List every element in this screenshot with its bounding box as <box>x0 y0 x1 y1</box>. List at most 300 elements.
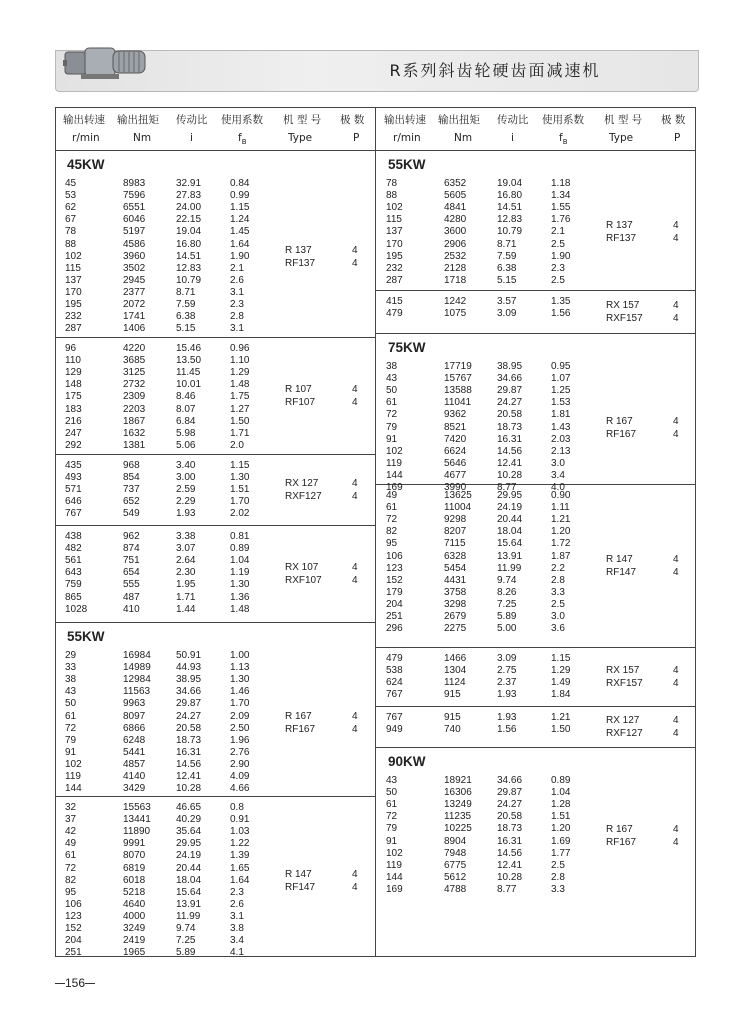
ratio-cell: 2.75 <box>497 665 517 677</box>
ratio-cell: 15.64 <box>176 886 202 898</box>
speed-cell: 78 <box>386 178 398 189</box>
ratio-cell: 5.15 <box>497 274 517 286</box>
speed-cell: 82 <box>65 874 77 886</box>
ratio-cell: 10.01 <box>176 379 202 391</box>
factor-cell: 1.29 <box>551 665 571 677</box>
table-row <box>376 787 696 799</box>
ratio-cell: 14.56 <box>497 847 523 859</box>
torque-cell: 2377 <box>123 286 146 298</box>
torque-cell: 4220 <box>123 343 146 354</box>
torque-cell: 16984 <box>123 650 151 661</box>
table-row <box>55 460 375 472</box>
torque-cell: 4431 <box>444 574 467 586</box>
factor-cell: 4.66 <box>230 783 250 795</box>
ratio-cell: 12.83 <box>176 262 202 274</box>
ratio-cell: 9.74 <box>176 923 196 934</box>
factor-cell: 1.53 <box>551 397 571 409</box>
torque-cell: 9298 <box>444 514 467 526</box>
torque-cell: 1124 <box>444 677 466 689</box>
torque-cell: 2072 <box>123 299 146 310</box>
table-row <box>55 662 375 674</box>
speed-cell: 767 <box>65 508 82 520</box>
speed-cell: 144 <box>386 871 403 883</box>
ratio-cell: 16.80 <box>497 190 523 202</box>
table-row <box>55 239 375 251</box>
pole-count: 4 <box>673 313 679 324</box>
table-row <box>55 674 375 686</box>
factor-cell: 1.18 <box>551 178 571 189</box>
torque-cell: 751 <box>123 555 140 567</box>
gear-motor-icon <box>63 42 153 82</box>
header-type-unit: Type <box>609 132 634 144</box>
power-block <box>376 648 696 707</box>
model-type: RXF107 <box>285 575 322 586</box>
torque-cell: 2679 <box>444 611 467 622</box>
model-type: RF147 <box>285 882 316 894</box>
header-factor-cn: 使用系数 <box>221 114 263 126</box>
factor-cell: 1.29 <box>230 367 250 379</box>
pole-count: 4 <box>673 220 679 232</box>
speed-cell: 538 <box>386 665 403 677</box>
speed-cell: 438 <box>65 531 82 542</box>
ratio-cell: 1.71 <box>176 591 196 603</box>
table-row <box>376 712 696 724</box>
ratio-cell: 2.37 <box>497 677 517 689</box>
torque-cell: 2128 <box>444 262 467 274</box>
factor-cell: 2.6 <box>230 274 244 286</box>
factor-cell: 1.50 <box>551 724 571 736</box>
header-pole-cn: 极 数 <box>340 114 365 126</box>
ratio-cell: 38.95 <box>497 361 523 372</box>
speed-cell: 61 <box>65 710 77 722</box>
table-row <box>55 275 375 287</box>
speed-cell: 479 <box>386 653 403 664</box>
speed-cell: 137 <box>65 274 82 286</box>
speed-cell: 42 <box>65 826 77 838</box>
torque-cell: 1466 <box>444 653 467 664</box>
torque-cell: 652 <box>123 496 140 508</box>
torque-cell: 8097 <box>123 710 146 722</box>
factor-cell: 1.48 <box>230 603 250 615</box>
factor-cell: 1.03 <box>230 826 250 838</box>
torque-cell: 7115 <box>444 538 466 550</box>
model-type: RF167 <box>606 836 637 848</box>
table-row <box>376 239 696 251</box>
speed-cell: 287 <box>65 323 82 335</box>
torque-cell: 14989 <box>123 662 151 674</box>
torque-cell: 874 <box>123 543 140 555</box>
table-row <box>376 653 696 665</box>
torque-cell: 15563 <box>123 802 151 813</box>
speed-cell: 137 <box>386 226 403 238</box>
ratio-cell: 38.95 <box>176 674 202 686</box>
factor-cell: 1.51 <box>551 811 571 823</box>
power-block <box>55 151 375 338</box>
ratio-cell: 24.27 <box>497 799 523 811</box>
header-factor-cn: 使用系数 <box>542 114 584 126</box>
torque-cell: 1075 <box>444 308 467 320</box>
ratio-cell: 2.29 <box>176 496 196 508</box>
speed-cell: 865 <box>65 591 82 603</box>
power-block <box>376 707 696 748</box>
model-type: R 137 <box>285 244 312 256</box>
table-row <box>55 875 375 887</box>
table-row <box>55 826 375 838</box>
factor-cell: 1.96 <box>230 734 250 746</box>
header-speed-cn: 输出转速 <box>384 114 426 126</box>
header-ratio-unit: i <box>511 132 514 144</box>
torque-cell: 410 <box>123 603 140 615</box>
ratio-cell: 20.58 <box>176 722 202 734</box>
speed-cell: 102 <box>386 847 403 859</box>
torque-cell: 13625 <box>444 490 472 501</box>
table-row <box>55 650 375 662</box>
ratio-cell: 22.15 <box>176 214 202 226</box>
speed-cell: 195 <box>65 299 82 310</box>
table-row <box>376 775 696 787</box>
table-row <box>376 665 696 677</box>
torque-cell: 3125 <box>123 367 146 379</box>
factor-cell: 1.50 <box>230 415 250 427</box>
torque-cell: 6866 <box>123 722 146 734</box>
table-row <box>376 799 696 811</box>
factor-cell: 2.1 <box>230 262 244 274</box>
torque-cell: 6248 <box>123 734 146 746</box>
speed-cell: 61 <box>386 502 398 514</box>
factor-cell: 2.2 <box>551 562 565 574</box>
pole-count: 4 <box>352 882 358 894</box>
model-type: RX 127 <box>606 715 640 726</box>
speed-cell: 123 <box>65 910 82 922</box>
factor-cell: 1.21 <box>551 514 571 526</box>
ratio-cell: 29.95 <box>176 838 202 850</box>
factor-cell: 3.4 <box>230 935 244 947</box>
power-block <box>376 485 696 648</box>
torque-cell: 2309 <box>123 391 146 403</box>
table-row <box>55 686 375 698</box>
torque-cell: 737 <box>123 484 140 496</box>
ratio-cell: 3.00 <box>176 472 196 484</box>
ratio-cell: 18.73 <box>497 823 523 835</box>
torque-cell: 1867 <box>123 415 146 427</box>
factor-cell: 2.76 <box>230 746 250 758</box>
table-row <box>55 343 375 355</box>
ratio-cell: 3.40 <box>176 460 196 471</box>
factor-cell: 1.15 <box>230 460 250 471</box>
header-pole-unit: P <box>353 132 360 144</box>
ratio-cell: 14.51 <box>176 250 202 262</box>
model-type: RF167 <box>606 428 637 440</box>
torque-cell: 5197 <box>123 226 146 238</box>
ratio-cell: 16.31 <box>497 433 523 445</box>
model-type: R 147 <box>606 554 633 565</box>
pole-count: 4 <box>352 710 358 722</box>
torque-cell: 5441 <box>123 746 146 758</box>
ratio-cell: 8.77 <box>497 482 517 493</box>
pole-count: 4 <box>352 562 358 573</box>
torque-cell: 17719 <box>444 361 472 372</box>
torque-cell: 11041 <box>444 397 472 409</box>
power-block <box>55 455 375 526</box>
factor-cell: 1.07 <box>551 373 571 385</box>
table-row <box>55 496 375 508</box>
speed-cell: 49 <box>65 838 77 850</box>
header-torque-unit: Nm <box>454 132 473 144</box>
ratio-cell: 2.30 <box>176 567 196 579</box>
factor-cell: 1.25 <box>551 385 571 397</box>
torque-cell: 3502 <box>123 262 146 274</box>
table-row <box>55 226 375 238</box>
factor-cell: 0.89 <box>551 775 571 786</box>
table-row <box>376 385 696 397</box>
ratio-cell: 1.93 <box>497 689 517 701</box>
table-row <box>55 355 375 367</box>
speed-cell: 106 <box>65 898 82 910</box>
speed-cell: 67 <box>65 214 77 226</box>
speed-cell: 72 <box>65 722 77 734</box>
factor-cell: 1.30 <box>230 472 250 484</box>
right-table <box>376 107 696 902</box>
factor-cell: 3.8 <box>230 923 244 934</box>
ratio-cell: 7.59 <box>176 299 196 310</box>
speed-cell: 32 <box>65 802 77 813</box>
table-row <box>55 391 375 403</box>
table-row <box>55 850 375 862</box>
torque-cell: 2532 <box>444 250 467 262</box>
power-rating: 90KW <box>388 754 426 769</box>
factor-cell: 1.48 <box>230 379 250 391</box>
speed-cell: 78 <box>65 226 77 238</box>
model-type: RX 107 <box>285 562 319 573</box>
power-rating: 45KW <box>67 157 105 172</box>
speed-cell: 88 <box>386 190 398 202</box>
speed-cell: 119 <box>65 771 81 782</box>
factor-cell: 4.1 <box>230 947 244 959</box>
factor-cell: 3.1 <box>230 910 244 922</box>
ratio-cell: 12.41 <box>497 457 523 469</box>
factor-cell: 2.5 <box>551 859 565 871</box>
speed-cell: 129 <box>65 367 82 379</box>
ratio-cell: 12.83 <box>497 214 523 226</box>
power-rating: 55KW <box>67 629 105 644</box>
table-row <box>55 263 375 275</box>
speed-cell: 79 <box>386 421 398 433</box>
ratio-cell: 13.50 <box>176 355 202 367</box>
torque-cell: 1381 <box>123 439 146 451</box>
table-row <box>376 587 696 599</box>
speed-cell: 119 <box>386 859 402 871</box>
speed-cell: 96 <box>65 343 77 354</box>
factor-cell: 1.76 <box>551 214 571 226</box>
torque-cell: 4280 <box>444 214 467 226</box>
model-type: RF147 <box>606 567 637 578</box>
speed-cell: 204 <box>386 598 403 610</box>
speed-cell: 91 <box>386 433 398 445</box>
ratio-cell: 11.99 <box>497 562 522 574</box>
torque-cell: 3758 <box>444 586 467 598</box>
factor-cell: 0.96 <box>230 343 250 354</box>
table-row <box>55 747 375 759</box>
table-row <box>55 735 375 747</box>
factor-cell: 2.6 <box>230 898 244 910</box>
torque-cell: 4788 <box>444 883 467 895</box>
table-row <box>376 724 696 736</box>
factor-cell: 1.87 <box>551 550 571 562</box>
torque-cell: 9362 <box>444 409 467 421</box>
speed-cell: 571 <box>65 484 82 496</box>
table-row <box>55 899 375 911</box>
ratio-cell: 12.41 <box>176 771 202 782</box>
torque-cell: 915 <box>444 689 461 701</box>
factor-cell: 1.90 <box>230 250 250 262</box>
ratio-cell: 7.25 <box>176 935 196 947</box>
header-torque-cn: 输出扭矩 <box>117 114 159 126</box>
table-row <box>376 563 696 575</box>
torque-cell: 2203 <box>123 403 146 415</box>
factor-cell: 1.30 <box>230 579 250 591</box>
page-banner <box>55 42 697 94</box>
header-ratio-cn: 传动比 <box>176 114 208 126</box>
factor-cell: 1.15 <box>230 202 250 214</box>
speed-cell: 115 <box>386 214 402 226</box>
table-row <box>376 526 696 538</box>
speed-cell: 144 <box>65 783 82 795</box>
power-block <box>376 151 696 291</box>
speed-cell: 561 <box>65 555 82 567</box>
speed-cell: 148 <box>65 379 82 391</box>
ratio-cell: 14.51 <box>497 202 523 214</box>
pole-count: 4 <box>673 823 679 835</box>
torque-cell: 3298 <box>444 598 467 610</box>
table-row <box>376 502 696 514</box>
table-row <box>55 416 375 428</box>
factor-cell: 3.0 <box>551 611 565 622</box>
torque-cell: 3960 <box>123 250 146 262</box>
torque-cell: 12984 <box>123 674 151 686</box>
speed-cell: 79 <box>65 734 77 746</box>
speed-cell: 38 <box>386 361 398 372</box>
speed-cell: 493 <box>65 472 82 484</box>
power-block <box>55 526 375 623</box>
speed-cell: 183 <box>65 403 82 415</box>
factor-cell: 1.45 <box>230 226 250 238</box>
speed-cell: 37 <box>65 814 77 826</box>
speed-cell: 53 <box>65 190 77 202</box>
speed-cell: 95 <box>65 886 77 898</box>
ratio-cell: 18.04 <box>497 526 523 538</box>
factor-cell: 3.1 <box>230 323 244 335</box>
table-row <box>376 470 696 482</box>
factor-cell: 3.0 <box>551 457 565 469</box>
ratio-cell: 29.87 <box>497 787 523 799</box>
factor-cell: 1.35 <box>551 296 571 307</box>
factor-cell: 1.11 <box>551 502 570 514</box>
table-row <box>376 623 696 635</box>
power-block <box>55 797 375 965</box>
speed-cell: 251 <box>65 947 82 959</box>
header-speed-unit: r/min <box>72 132 100 144</box>
table-row <box>55 711 375 723</box>
speed-cell: 767 <box>386 712 403 723</box>
ratio-cell: 1.93 <box>497 712 517 723</box>
speed-cell: 179 <box>386 586 403 598</box>
power-block <box>376 291 696 334</box>
table-row <box>55 887 375 899</box>
table-row <box>376 226 696 238</box>
page-number-text: 156 <box>65 976 86 990</box>
speed-cell: 624 <box>386 677 403 689</box>
ratio-cell: 15.64 <box>497 538 523 550</box>
speed-cell: 72 <box>65 862 77 874</box>
torque-cell: 5454 <box>444 562 467 574</box>
torque-cell: 4000 <box>123 910 146 922</box>
table-row <box>55 379 375 391</box>
factor-cell: 2.0 <box>230 439 244 451</box>
header-speed-unit: r/min <box>393 132 421 144</box>
table-row <box>55 367 375 379</box>
speed-cell: 287 <box>386 274 403 286</box>
ratio-cell: 15.46 <box>176 343 202 354</box>
torque-cell: 1632 <box>123 427 146 439</box>
torque-cell: 1965 <box>123 947 146 959</box>
speed-cell: 91 <box>65 746 77 758</box>
pole-count: 4 <box>673 665 679 676</box>
speed-cell: 79 <box>386 823 398 835</box>
ratio-cell: 29.87 <box>176 698 202 710</box>
factor-cell: 2.50 <box>230 722 250 734</box>
table-row <box>55 323 375 335</box>
speed-cell: 292 <box>65 439 82 451</box>
torque-cell: 654 <box>123 567 140 579</box>
torque-cell: 6018 <box>123 874 146 886</box>
table-row <box>376 308 696 320</box>
factor-cell: 1.13 <box>230 662 250 674</box>
torque-cell: 549 <box>123 508 140 520</box>
factor-cell: 2.90 <box>230 758 250 770</box>
table-row <box>55 947 375 959</box>
torque-cell: 11563 <box>123 686 151 698</box>
speed-cell: 251 <box>386 611 403 622</box>
table-row <box>55 508 375 520</box>
torque-cell: 2419 <box>123 935 146 947</box>
torque-cell: 4677 <box>444 469 467 481</box>
ratio-cell: 24.00 <box>176 202 202 214</box>
factor-cell: 1.64 <box>230 238 250 250</box>
torque-cell: 11235 <box>444 811 472 823</box>
page-title: R系列斜齿轮硬齿面减速机 <box>389 61 601 80</box>
torque-cell: 4857 <box>123 758 146 770</box>
ratio-cell: 46.65 <box>176 802 202 813</box>
ratio-cell: 8.26 <box>497 586 517 598</box>
ratio-cell: 13.91 <box>497 550 523 562</box>
ratio-cell: 3.38 <box>176 531 196 542</box>
factor-cell: 1.19 <box>230 567 250 579</box>
speed-cell: 72 <box>386 409 398 421</box>
table-row <box>55 759 375 771</box>
torque-cell: 8070 <box>123 850 146 862</box>
torque-cell: 5612 <box>444 871 467 883</box>
torque-cell: 3685 <box>123 355 146 367</box>
ratio-cell: 18.73 <box>497 421 523 433</box>
table-row <box>55 935 375 947</box>
torque-cell: 6328 <box>444 550 467 562</box>
torque-cell: 2906 <box>444 238 467 250</box>
ratio-cell: 16.31 <box>497 835 523 847</box>
factor-cell: 1.36 <box>230 591 250 603</box>
ratio-cell: 3.09 <box>497 308 517 320</box>
header-ratio-cn: 传动比 <box>497 114 529 126</box>
factor-cell: 2.03 <box>551 433 571 445</box>
